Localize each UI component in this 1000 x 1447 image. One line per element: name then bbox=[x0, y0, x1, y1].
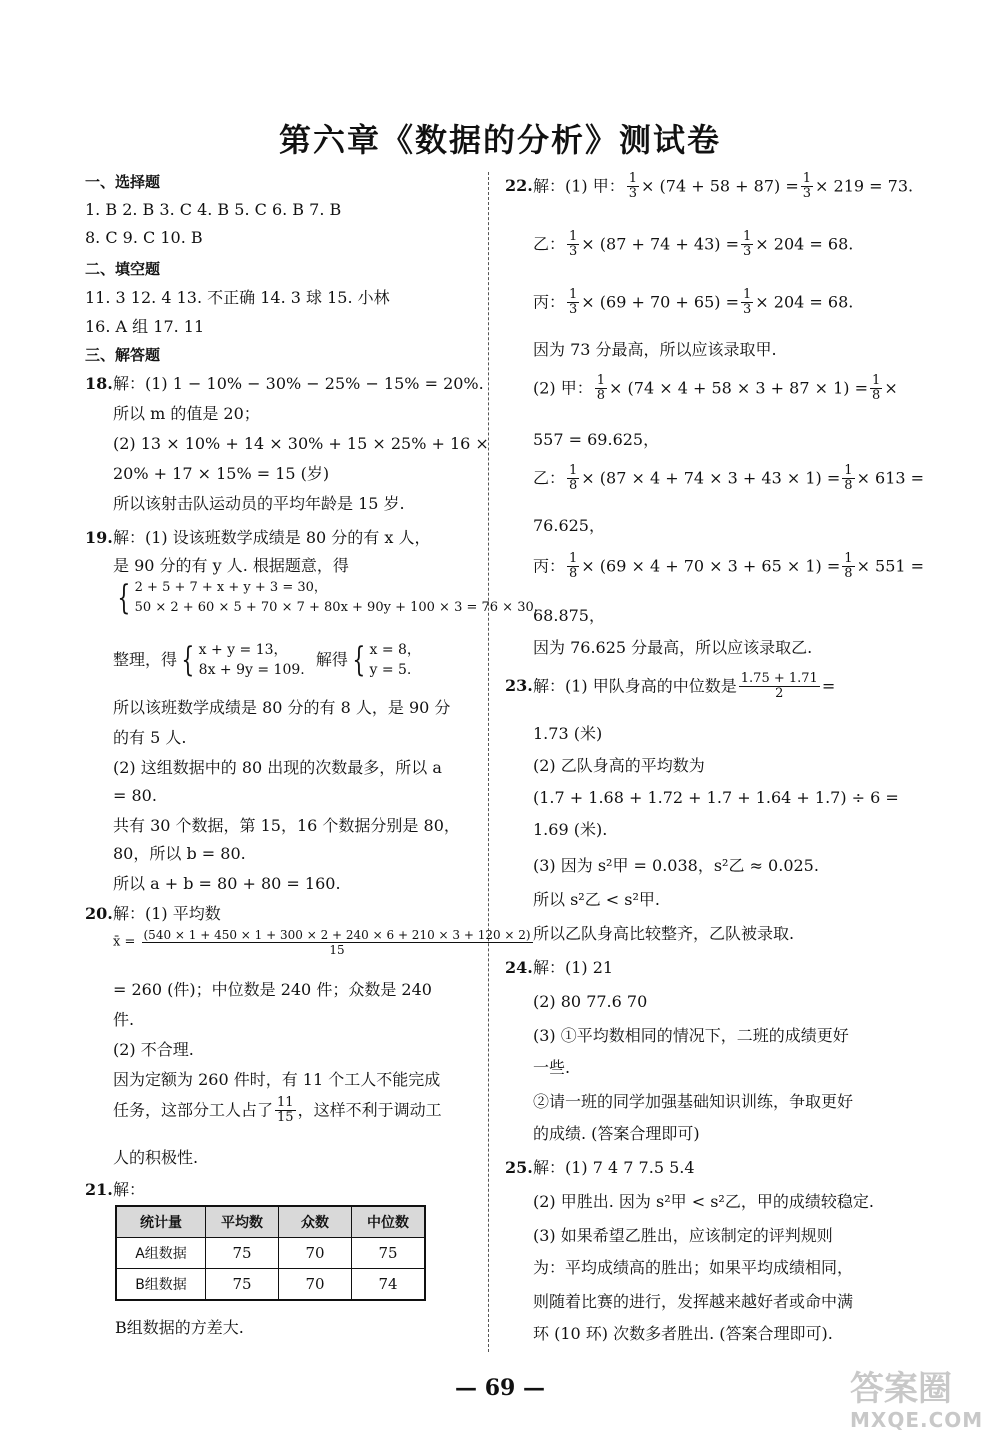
table-cell: B组数据 bbox=[116, 1269, 206, 1301]
q22-line-10: 68.875， bbox=[533, 606, 605, 625]
q24-line-3: (3) ①平均数相同的情况下，二班的成绩更好 bbox=[533, 1026, 849, 1045]
question-number: 19. bbox=[85, 528, 113, 547]
q20-line-5: 因为定额为 260 件时，有 11 个工人不能完成 bbox=[113, 1070, 441, 1089]
section-heading-choice: 一、选择题 bbox=[85, 173, 161, 191]
column-divider bbox=[488, 172, 489, 1352]
fill-answers-2: 16. A 组 17. 11 bbox=[85, 317, 205, 336]
table-cell: 75 bbox=[206, 1269, 279, 1301]
fraction: $\frac{1}{8}$ bbox=[844, 463, 853, 493]
q22-line-5: (2) 甲： $\frac{1}{8}$ × (74 × 4 + 58 × 3 + 87 × 1) = $\frac{1}{8}$ × bbox=[533, 373, 898, 403]
q23-line-8: 所以乙队身高比较整齐，乙队被录取. bbox=[533, 924, 795, 943]
q24-line-1: 24.解：(1) 21 bbox=[505, 958, 614, 977]
brace-icon: { bbox=[181, 640, 195, 680]
q20-line-3: 件. bbox=[113, 1010, 135, 1029]
q20-line-4: (2) 不合理. bbox=[113, 1040, 194, 1059]
q22-line-2: 乙： $\frac{1}{3}$ × (87 + 74 + 43) = $\frac{1}{3}$ × 204 = 68. bbox=[533, 229, 854, 259]
q19-equation-system-1: { 2 + 5 + 7 + x + y + 3 = 30， 50 × 2 + 60 × 5 + 70 × 7 + 80x + 90y + 100 × 3 = 76 × 30. bbox=[117, 578, 538, 618]
q24-line-6: 的成绩. (答案合理即可) bbox=[533, 1124, 700, 1143]
section-heading-fill: 二、填空题 bbox=[85, 260, 161, 278]
q19-line-1: 19.解：(1) 设该班数学成绩是 80 分的有 x 人， bbox=[85, 528, 431, 547]
statistics-table bbox=[115, 1205, 426, 1301]
table-row bbox=[116, 1269, 425, 1301]
q21-note: B组数据的方差大. bbox=[115, 1318, 244, 1337]
q20-line-1: 20.解：(1) 平均数 bbox=[85, 904, 221, 923]
watermark-text-bottom: MXQE.COM bbox=[850, 1408, 984, 1432]
q19-line-6: (2) 这组数据中的 80 出现的次数最多，所以 a bbox=[113, 758, 442, 777]
fraction: $\frac{1}{8}$ bbox=[569, 463, 578, 493]
page-number: — 69 — bbox=[455, 1375, 545, 1401]
q19-line-10: 所以 a + b = 80 + 80 = 160. bbox=[113, 874, 341, 893]
question-number: 20. bbox=[85, 904, 113, 923]
q24-line-5: ②请一班的同学加强基础知识训练，争取更好 bbox=[533, 1092, 854, 1111]
q22-line-1: 22.解：(1) 甲： $\frac{1}{3}$ × (74 + 58 + 87) = $\frac{1}{3}$ × 219 = 73. bbox=[505, 171, 914, 201]
fraction: $\frac{1}{8}$ bbox=[844, 551, 853, 581]
q25-line-3: (3) 如果希望乙胜出，应该制定的评判规则 bbox=[533, 1226, 833, 1245]
q23-line-5: 1.69 (米). bbox=[533, 820, 608, 839]
watermark-text-top: 答案圈 bbox=[850, 1369, 952, 1409]
q22-line-7: 乙： $\frac{1}{8}$ × (87 × 4 + 74 × 3 + 43 × 1) = $\frac{1}{8}$ × 613 = bbox=[533, 463, 925, 493]
q23-line-6: (3) 因为 s²甲 = 0.038，s²乙 ≈ 0.025. bbox=[533, 856, 819, 875]
watermark-logo bbox=[850, 1370, 990, 1440]
q25-line-1: 25.解：(1) 7 4 7 7.5 5.4 bbox=[505, 1158, 695, 1177]
table-cell: 70 bbox=[279, 1269, 352, 1301]
q22-line-11: 因为 76.625 分最高，所以应该录取乙. bbox=[533, 638, 813, 657]
question-number: 24. bbox=[505, 958, 533, 977]
table-cell: 74 bbox=[352, 1269, 426, 1301]
q18-line-1: 18.解：(1) 1 − 10% − 30% − 25% − 15% = 20%. bbox=[85, 374, 484, 393]
question-number: 18. bbox=[85, 374, 113, 393]
q25-line-4: 为：平均成绩高的胜出；如果平均成绩相同， bbox=[533, 1258, 854, 1277]
q20-line-6: 任务，这部分工人占了 $\frac{11}{15}$ ，这样不利于调动工 bbox=[113, 1095, 442, 1125]
q22-line-3: 丙： $\frac{1}{3}$ × (69 + 70 + 65) = $\frac{1}{3}$ × 204 = 68. bbox=[533, 287, 854, 317]
q23-line-2: 1.73 (米) bbox=[533, 724, 603, 743]
page-title: 第六章《数据的分析》测试卷 bbox=[278, 121, 721, 159]
table-cell: 75 bbox=[206, 1238, 279, 1269]
q19-line-7: = 80. bbox=[113, 786, 157, 805]
fill-answers-1: 11. 3 12. 4 13. 不正确 14. 3 球 15. 小林 bbox=[85, 288, 390, 307]
table-header-cell: 平均数 bbox=[206, 1206, 279, 1238]
q23-line-4: (1.7 + 1.68 + 1.72 + 1.7 + 1.64 + 1.7) ÷ 6 = bbox=[533, 788, 899, 807]
q19-line-8: 共有 30 个数据，第 15，16 个数据分别是 80， bbox=[113, 816, 460, 835]
q25-line-6: 环 (10 环) 次数多者胜出. (答案合理即可). bbox=[533, 1324, 833, 1343]
q20-mean-formula: x̄ = $\frac{(540 \times 1 + 450 \times 1 + 300 \times 2 + 240 \times 6 + 210 \times 3 + 120 \times 2)}{15}$ bbox=[113, 928, 531, 957]
fraction: $\frac{1}{3}$ bbox=[569, 287, 578, 317]
q25-line-5: 则随着比赛的进行，发挥越来越好者或命中满 bbox=[533, 1292, 854, 1311]
q20-line-2: = 260 (件)；中位数是 240 件；众数是 240 bbox=[113, 980, 432, 999]
q18-line-3: (2) 13 × 10% + 14 × 30% + 15 × 25% + 16 × bbox=[113, 434, 489, 453]
fraction: $\frac{1}{8}$ bbox=[596, 373, 606, 403]
q22-line-9: 丙： $\frac{1}{8}$ × (69 × 4 + 70 × 3 + 65 × 1) = $\frac{1}{8}$ × 551 = bbox=[533, 551, 925, 581]
q22-line-4: 因为 73 分最高，所以应该录取甲. bbox=[533, 340, 777, 359]
q18-line-4: 20% + 17 × 15% = 15 (岁) bbox=[113, 464, 330, 483]
q18-line-2: 所以 m 的值是 20； bbox=[113, 404, 260, 423]
fraction: $\frac{1}{3}$ bbox=[743, 287, 752, 317]
q25-line-2: (2) 甲胜出. 因为 s²甲 < s²乙，甲的成绩较稳定. bbox=[533, 1192, 874, 1211]
q23-line-7: 所以 s²乙 < s²甲. bbox=[533, 890, 661, 909]
q22-line-8: 76.625， bbox=[533, 516, 605, 535]
section-heading-solve: 三、解答题 bbox=[85, 346, 161, 364]
table-header-cell: 众数 bbox=[279, 1206, 352, 1238]
fraction: $\frac{1}{3}$ bbox=[743, 229, 752, 259]
fraction: $\frac{1}{3}$ bbox=[569, 229, 578, 259]
table-cell: 75 bbox=[352, 1238, 426, 1269]
q19-line-5: 的有 5 人. bbox=[113, 728, 187, 747]
q18-line-5: 所以该射击队运动员的平均年龄是 15 岁. bbox=[113, 494, 405, 513]
question-number: 22. bbox=[505, 176, 533, 195]
q23-line-1: 23.解：(1) 甲队身高的中位数是 $\frac{1.75 + 1.71}{2}$ = bbox=[505, 671, 836, 701]
table-header-cell: 统计量 bbox=[116, 1206, 206, 1238]
brace-icon: { bbox=[352, 640, 366, 680]
table-row bbox=[116, 1238, 425, 1269]
table-header-row bbox=[116, 1206, 425, 1238]
q24-line-4: 一些. bbox=[533, 1058, 571, 1077]
fraction: $\frac{1}{8}$ bbox=[569, 551, 578, 581]
q22-line-6: 557 = 69.625， bbox=[533, 430, 660, 449]
fraction: $\frac{11}{15}$ bbox=[277, 1095, 294, 1125]
q19-equation-system-2: 整理，得 { x + y = 13， 8x + 9y = 109. 解得 { x = 8， y = 5. bbox=[113, 640, 421, 680]
q19-line-9: 80，所以 b = 80. bbox=[113, 844, 246, 863]
choice-answers-1: 1. B 2. B 3. C 4. B 5. C 6. B 7. B bbox=[85, 200, 342, 219]
table-cell: A组数据 bbox=[116, 1238, 206, 1269]
q21-line-1: 21.解： bbox=[85, 1180, 146, 1199]
table-header-cell: 中位数 bbox=[352, 1206, 426, 1238]
q23-line-3: (2) 乙队身高的平均数为 bbox=[533, 756, 705, 775]
brace-icon: { bbox=[117, 578, 131, 618]
fraction: $\frac{1}{3}$ bbox=[628, 171, 638, 201]
fraction: $\frac{1}{8}$ bbox=[872, 373, 881, 403]
question-number: 21. bbox=[85, 1180, 113, 1199]
choice-answers-2: 8. C 9. C 10. B bbox=[85, 228, 203, 247]
q19-line-4: 所以该班数学成绩是 80 分的有 8 人，是 90 分 bbox=[113, 698, 451, 717]
q19-line-2: 是 90 分的有 y 人. 根据题意，得 bbox=[113, 556, 349, 575]
q24-line-2: (2) 80 77.6 70 bbox=[533, 992, 648, 1011]
table-cell: 70 bbox=[279, 1238, 352, 1269]
fraction: $\frac{1}{3}$ bbox=[802, 171, 812, 201]
fraction: $\frac{1.75 + 1.71}{2}$ bbox=[740, 671, 818, 701]
question-number: 23. bbox=[505, 676, 533, 695]
question-number: 25. bbox=[505, 1158, 533, 1177]
q20-line-7: 人的积极性. bbox=[113, 1148, 199, 1167]
